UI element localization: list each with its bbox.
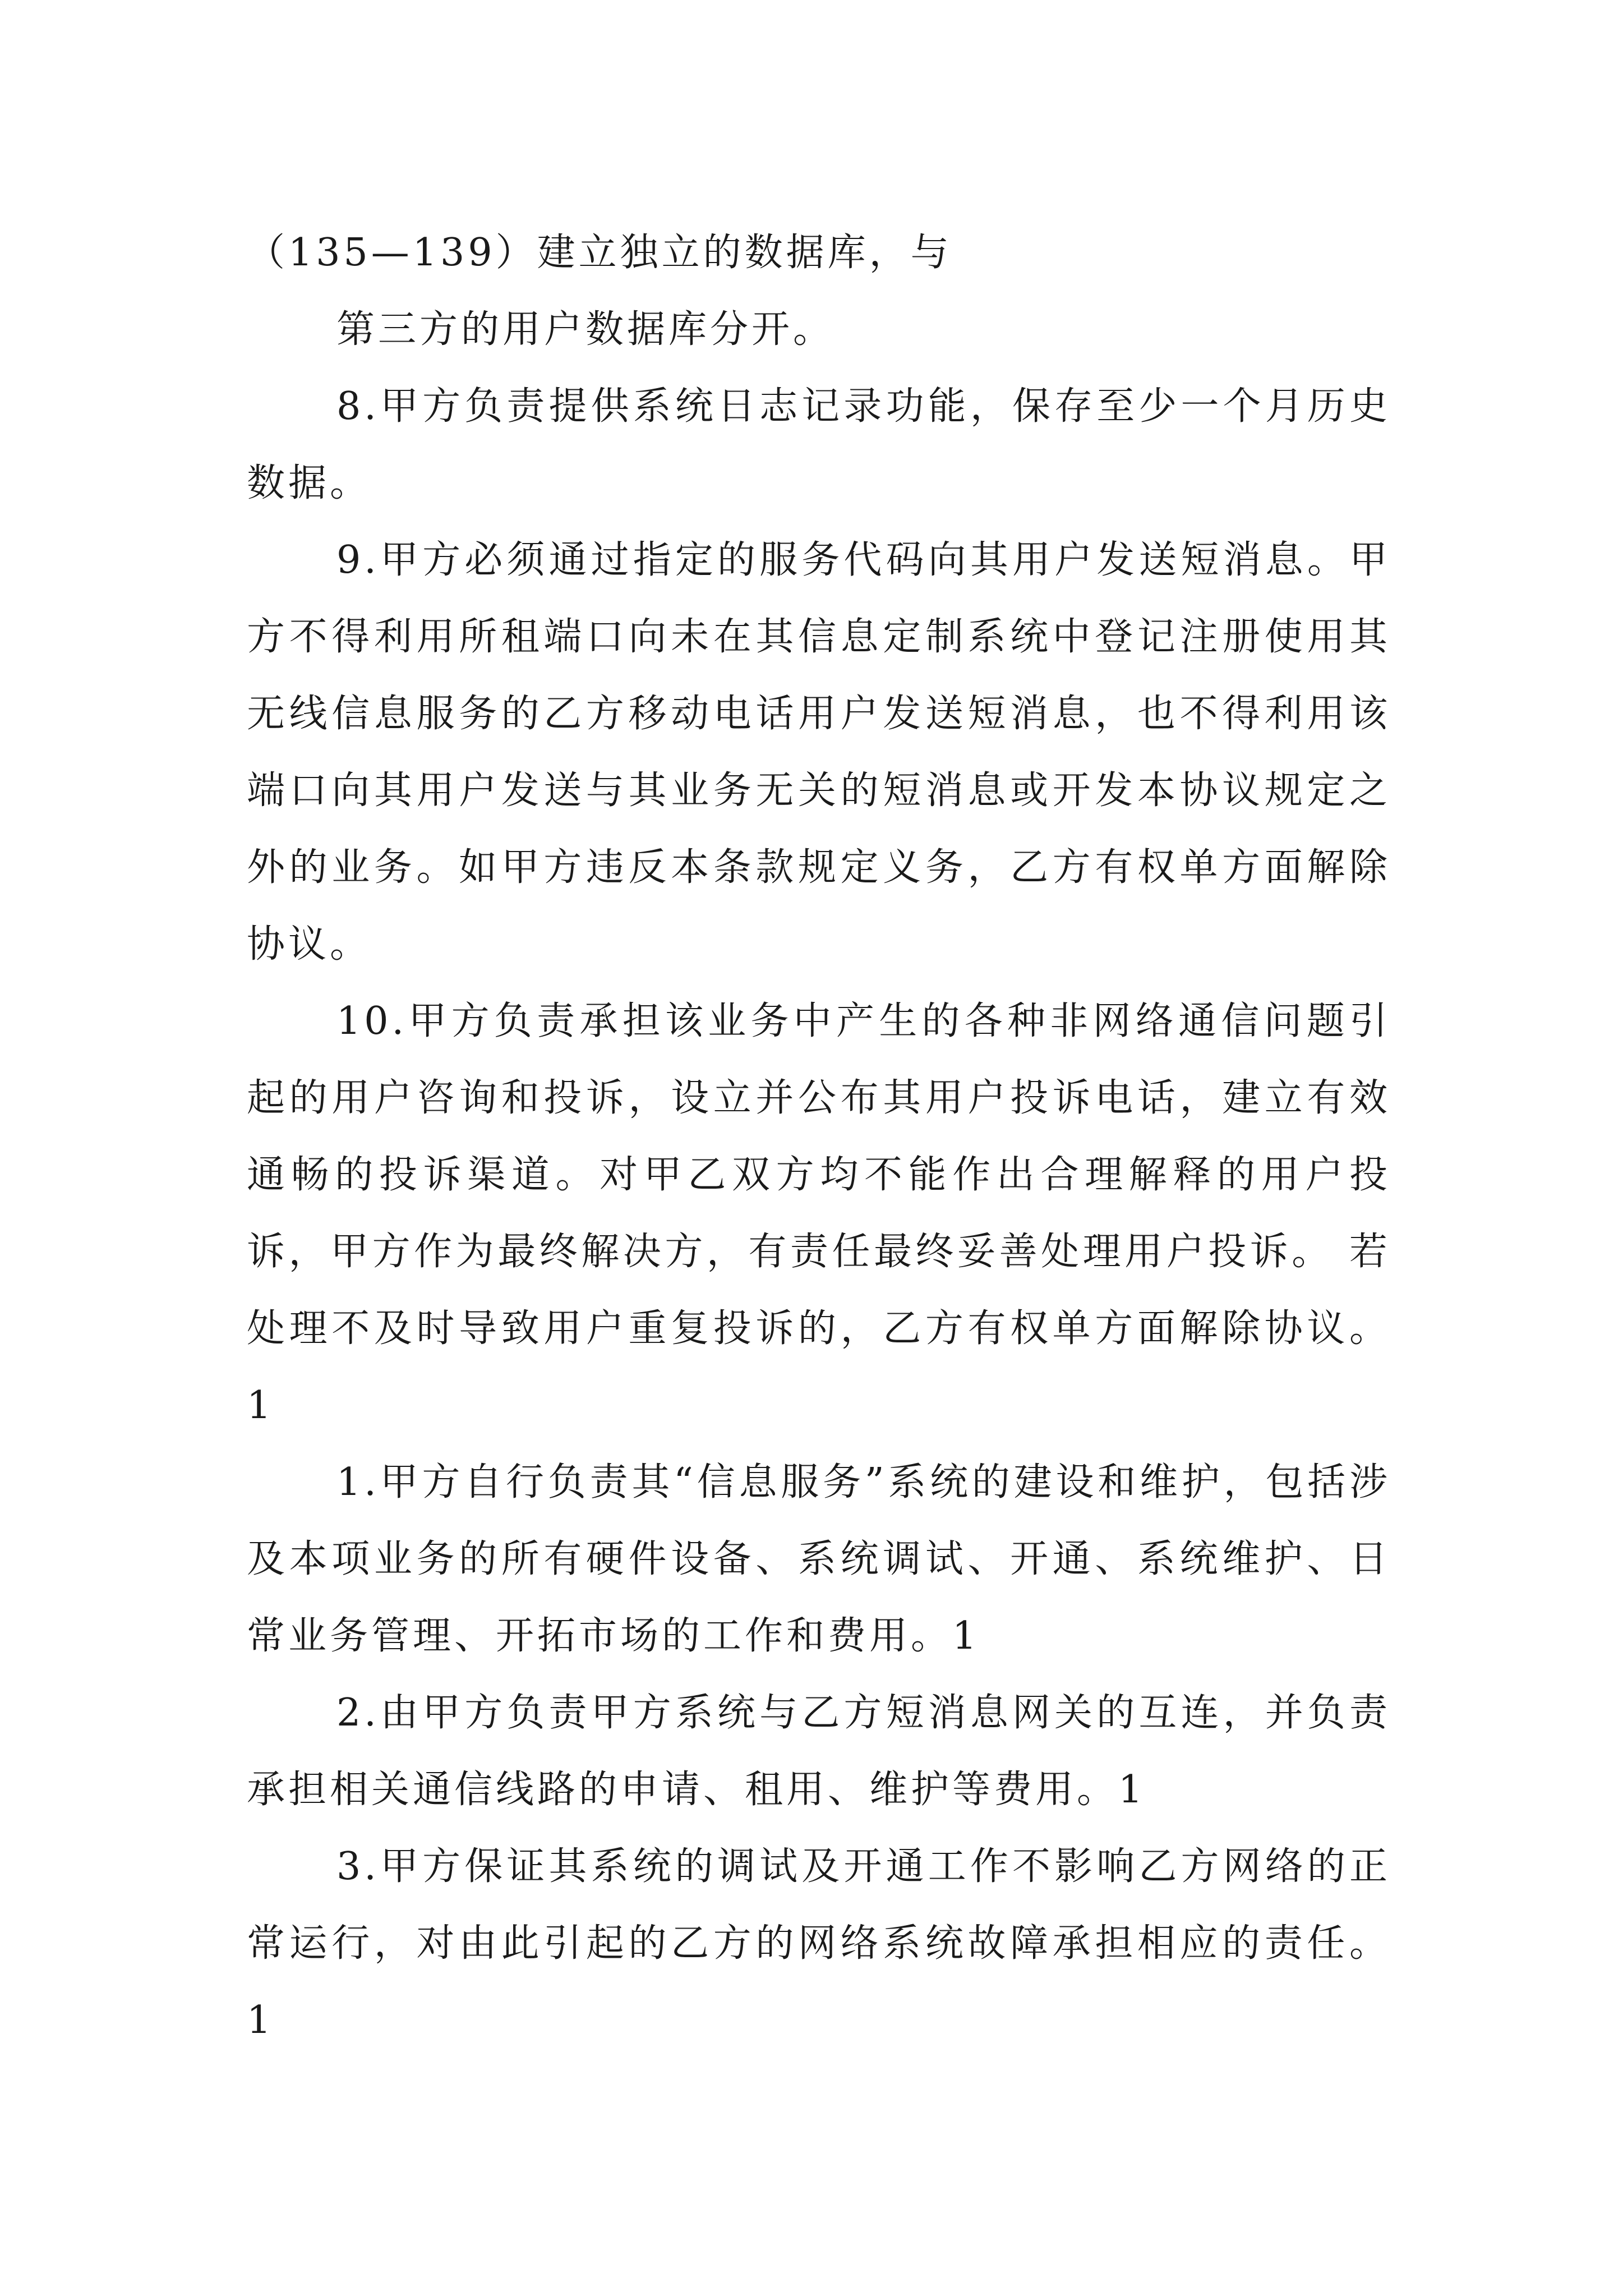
paragraph-8: 3.甲方保证其系统的调试及开通工作不影响乙方网络的正常运行，对由此引起的乙方的网络系统故障承担相应的责任。1 <box>247 1844 1391 2042</box>
paragraph-5: 10.甲方负责承担该业务中产生的各种非网络通信问题引起的用户咨询和投诉，设立并公布其用户投诉电话，建立有效通畅的投诉渠道。对甲乙双方均不能作出合理解释的用户投诉，甲方作为最终解决方，有责任最终妥善处理用户投诉。 若处理不及时导致用户重复投诉的，乙方有权单方面解除协议。1 <box>247 999 1391 1428</box>
document-page <box>247 214 1391 2059</box>
paragraph-1: （135—139）建立独立的数据库，与 <box>247 231 952 275</box>
paragraph-4: 9.甲方必须通过指定的服务代码向其用户发送短消息。甲方不得利用所租端口向未在其信息定制系统中登记注册使用其无线信息服务的乙方移动电话用户发送短消息，也不得利用该端口向其用户发送与其业务无关的短消息或开发本协议规定之外的业务。如甲方违反本条款规定义务，乙方有权单方面解除协议。 <box>247 538 1391 967</box>
paragraph-3: 8.甲方负责提供系统日志记录功能，保存至少一个月历史数据。 <box>247 384 1391 505</box>
paragraph-6: 1.甲方自行负责其“信息服务”系统的建设和维护，包括涉及本项业务的所有硬件设备、系统调试、开通、系统维护、日常业务管理、开拓市场的工作和费用。1 <box>247 1460 1391 1658</box>
paragraph-2: 第三方的用户数据库分开。 <box>336 307 835 352</box>
paragraph-7: 2.由甲方负责甲方系统与乙方短消息网关的互连，并负责承担相关通信线路的申请、租用、维护等费用。1 <box>247 1691 1391 1812</box>
